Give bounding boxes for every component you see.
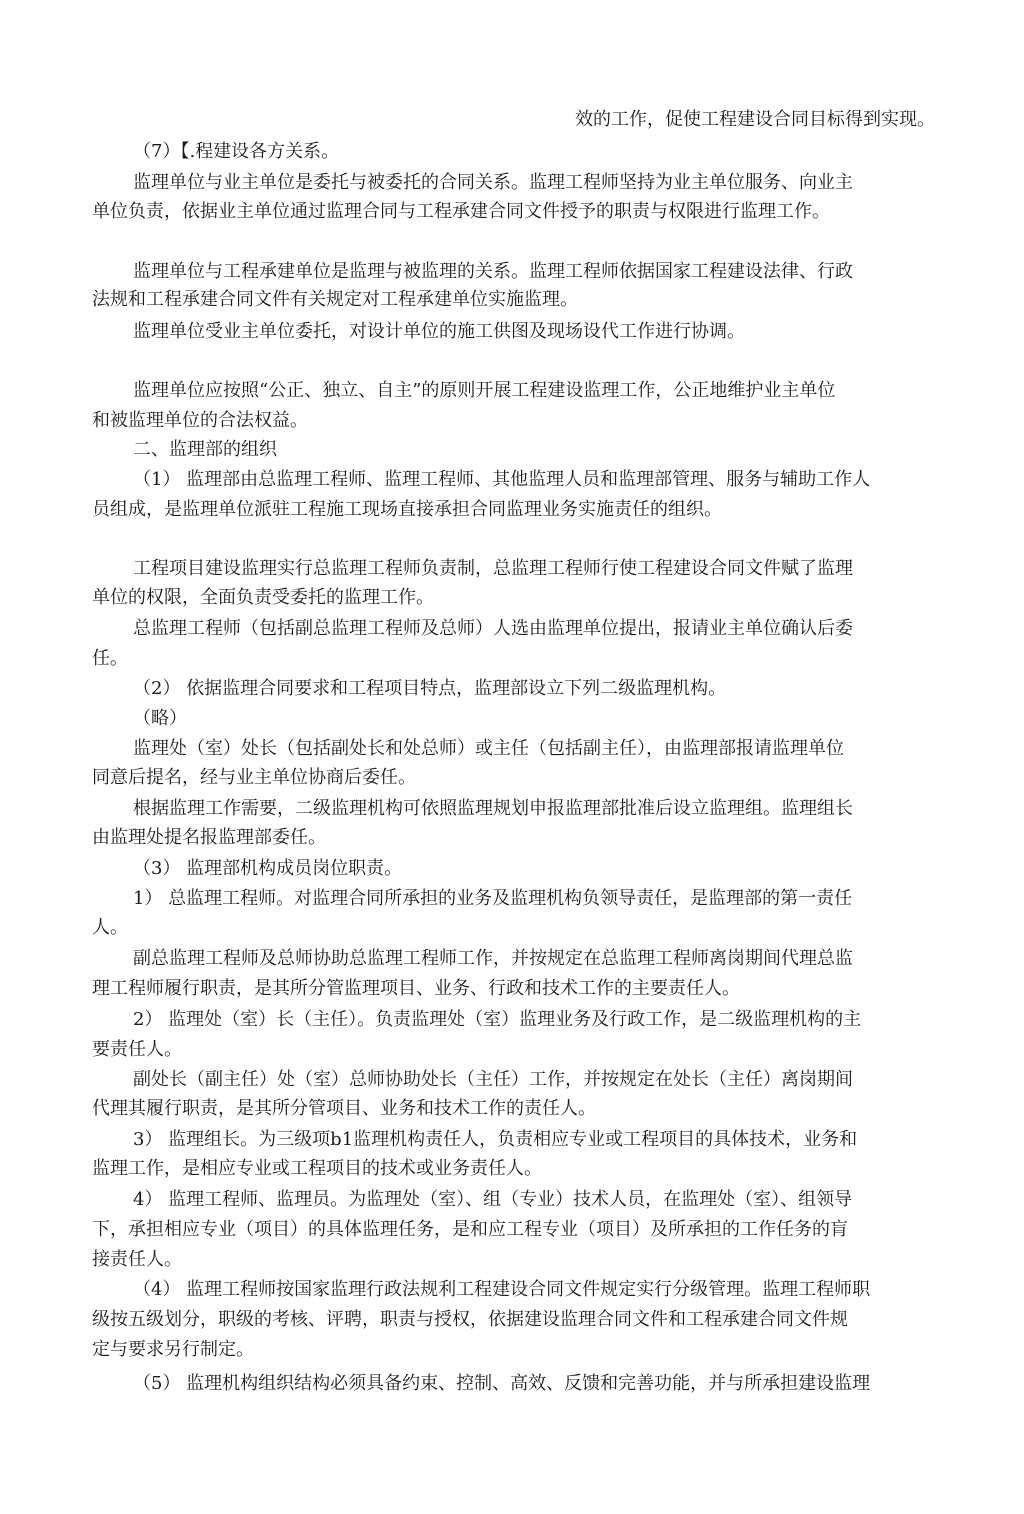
text-line: 单位负责，依据业主单位通过监理合同与工程承建合同文件授予的职责与权限进行监理工作。 [92, 201, 830, 222]
text-line: 接责任人。 [92, 1249, 182, 1270]
text-line: 人。 [92, 917, 128, 938]
text-line: 级按五级划分，职级的考核、评聘，职责与授权，依据建设监理合同文件和工程承建合同文件规 [92, 1309, 848, 1330]
text-line: （4） 监理工程师按国家监理行政法规利工程建设合同文件规定实行分级管理。监理工程师职 [133, 1279, 871, 1300]
text-line: 监理单位受业主单位委托，对设计单位的施工供图及现场设代工作进行协调。 [133, 321, 745, 342]
text-line: 任。 [92, 648, 128, 669]
text-line: （略） [133, 708, 187, 729]
text-line: 和被监理单位的合法权益。 [92, 410, 308, 431]
text-line: （3） 监理部机构成员岗位职责。 [133, 858, 403, 879]
text-line: 法规和工程承建合同文件有关规定对工程承建单位实施监理。 [92, 289, 578, 310]
text-line: 监理单位应按照“公正、独立、自主”的原则开展工程建设监理工作，公正地维护业主单位 [133, 380, 836, 401]
text-line: 2） 监理处（室）长（主任）。负责监理处（室）监理业务及行政工作，是二级监理机构的主 [133, 1009, 862, 1030]
text-line: 3） 监理组长。为三级项b1监理机构责任人，负责相应专业或工程项目的具体技术，业务和 [133, 1129, 858, 1150]
text-line: 副总监理工程师及总师协助总监理工程师工作，并按规定在总监理工程师离岗期间代理总监 [133, 948, 853, 969]
text-line: 工程项目建设监理实行总监理工程师负责制，总监理工程师行使工程建设合同文件赋了监理 [133, 558, 853, 579]
text-line: （5） 监理机构组织结构必须具备约束、控制、高效、反馈和完善功能，并与所承担建设监理 [133, 1373, 871, 1394]
text-line: 理工程师履行职责，是其所分管监理项目、业务、行政和技术工作的主要责任人。 [92, 978, 740, 999]
text-line: 效的工作，促使工程建设合同目标得到实现。 [575, 109, 935, 130]
text-line: 副处长（副主任）处（室）总师协助处长（主任）工作，并按规定在处长（主任）离岗期间 [133, 1069, 853, 1090]
text-line: 4） 监理工程师、监理员。为监理处（室）、组（专业）技术人员，在监理处（室）、组领导 [133, 1189, 853, 1210]
text-line: 由监理处提名报监理部委任。 [92, 827, 326, 848]
text-line: 定与要求另行制定。 [92, 1339, 254, 1360]
section-heading: 二、监理部的组织 [133, 439, 277, 460]
text-line: 监理工作，是相应专业或工程项目的技术或业务责任人。 [92, 1158, 542, 1179]
text-line: 代理其履行职责，是其所分管项目、业务和技术工作的责任人。 [92, 1098, 596, 1119]
text-line: 监理单位与工程承建单位是监理与被监理的关系。监理工程师依据国家工程建设法律、行政 [133, 261, 853, 282]
text-line: 1） 总监理工程师。对监理合同所承担的业务及监理机构负领导责任，是监理部的第一责任 [133, 888, 853, 909]
text-line: 员组成，是监理单位派驻工程施工现场直接承担合同监理业务实施责任的组织。 [92, 499, 722, 520]
text-line: 监理单位与业主单位是委托与被委托的合同关系。监理工程师坚持为业主单位服务、向业主 [133, 172, 853, 193]
text-line: 要责任人。 [92, 1039, 182, 1060]
text-line: （7）【.程建设各方关系。 [133, 141, 340, 162]
text-line: 单位的权限，全面负责受委托的监理工作。 [92, 587, 434, 608]
text-line: （1） 监理部由总监理工程师、监理工程师、其他监理人员和监理部管理、服务与辅助工作人 [133, 469, 871, 490]
text-line: （2） 依据监理合同要求和工程项目特点，监理部设立下列二级监理机构。 [133, 678, 727, 699]
text-line: 监理处（室）处长（包括副处长和处总师）或主任（包括副主任），由监理部报请监理单位 [133, 738, 844, 759]
text-line: 同意后提名，经与业主单位协商后委任。 [92, 767, 416, 788]
text-line: 根据监理工作需要，二级监理机构可依照监理规划申报监理部批准后设立监理组。监理组长 [133, 798, 853, 819]
text-line: 总监理工程师（包括副总监理工程师及总师）人选由监理单位提出，报请业主单位确认后委 [133, 618, 853, 639]
text-line: 下，承担相应专业（项目）的具体监理任务，是和应工程专业（项目）及所承担的工作任务的肓 [92, 1219, 848, 1240]
